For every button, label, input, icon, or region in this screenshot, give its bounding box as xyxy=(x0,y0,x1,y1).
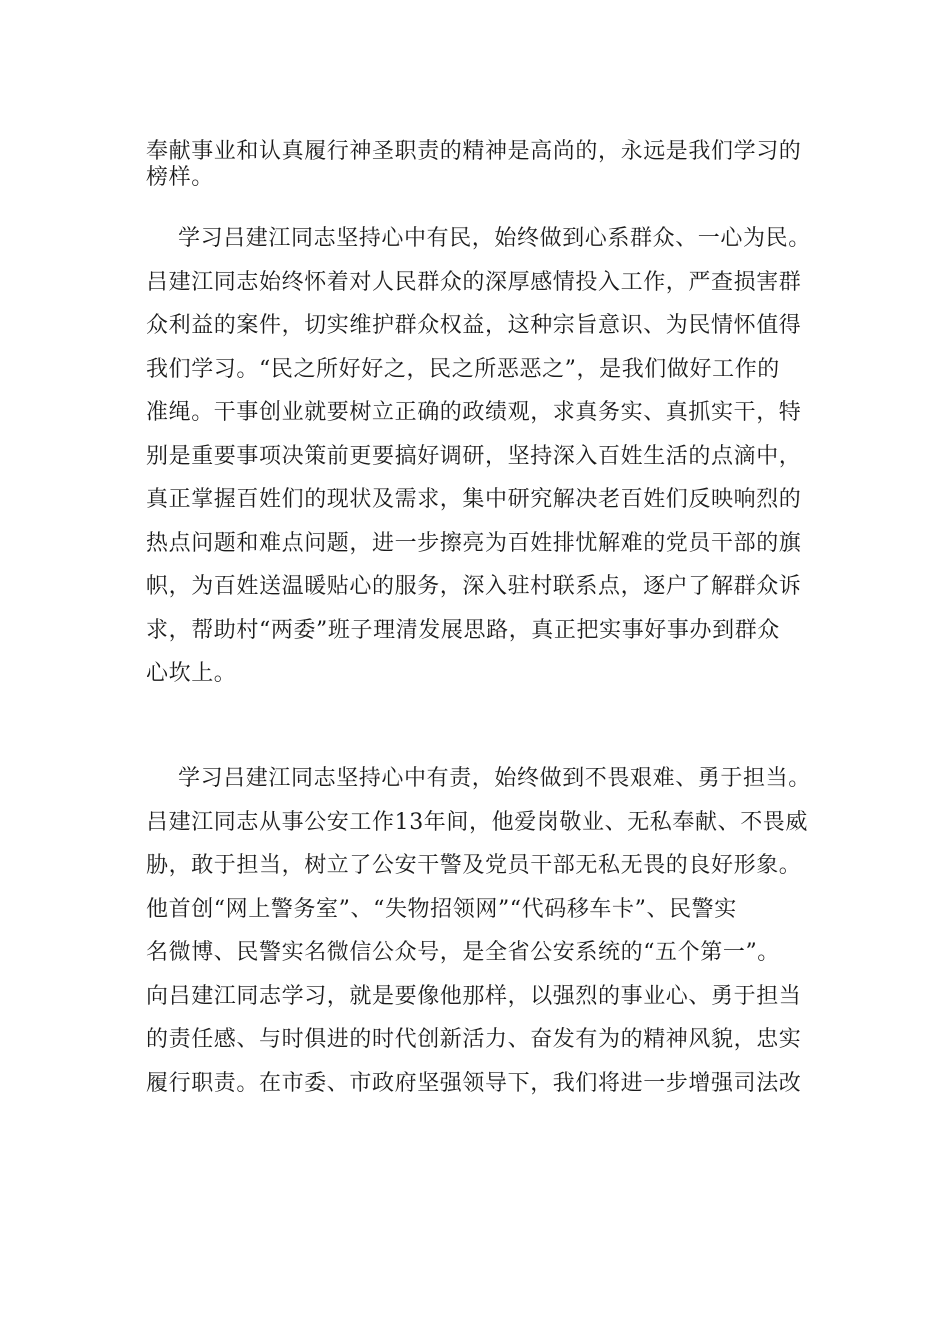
paragraph-2-line-7: 真正掌握百姓们的现状及需求，集中研究解决老百姓们反映响烈的 xyxy=(146,487,802,512)
paragraph-3-line-8: 履行职责。在市委、市政府坚强领导下，我们将进一步增强司法改 xyxy=(146,1071,802,1096)
paragraph-2-line-2: 吕建江同志始终怀着对人民群众的深厚感情投入工作，严查损害群 xyxy=(146,270,802,295)
paragraph-3-line-5: 名微博、民警实名微信公众号，是全省公安系统的“五个第一”。 xyxy=(146,940,780,965)
paragraph-2-line-11: 心坎上。 xyxy=(146,661,237,686)
paragraph-1-line-2: 榜样。 xyxy=(146,165,214,190)
paragraph-3-line-1: 学习吕建江同志坚持心中有责，始终做到不畏艰难、勇于担当。 xyxy=(178,766,811,791)
paragraph-3-line-2: 吕建江同志从事公安工作13年间，他爱岗敬业、无私奉献、不畏威 xyxy=(146,810,808,835)
paragraph-3-line-4: 他首创“网上警务室”、“失物招领网”“代码移车卡”、民警实 xyxy=(146,897,737,922)
paragraph-2-line-6: 别是重要事项决策前更要搞好调研，坚持深入百姓生活的点滴中， xyxy=(146,444,802,469)
paragraph-2-line-5: 准绳。干事创业就要树立正确的政绩观，求真务实、真抓实干，特 xyxy=(146,400,802,425)
paragraph-2-line-4: 我们学习。“民之所好好之，民之所恶恶之”，是我们做好工作的 xyxy=(146,357,780,382)
paragraph-3-line-7: 的责任感、与时俱进的时代创新活力、奋发有为的精神风貌，忠实 xyxy=(146,1027,802,1052)
paragraph-1-line-1: 奉献事业和认真履行神圣职责的精神是高尚的，永远是我们学习的 xyxy=(146,139,802,164)
paragraph-3-line-6: 向吕建江同志学习，就是要像他那样，以强烈的事业心、勇于担当 xyxy=(146,984,802,1009)
paragraph-2-line-1: 学习吕建江同志坚持心中有民，始终做到心系群众、一心为民。 xyxy=(178,226,811,251)
paragraph-2-line-3: 众利益的案件，切实维护群众权益，这种宗旨意识、为民情怀值得 xyxy=(146,313,802,338)
paragraph-2-line-8: 热点问题和难点问题，进一步擦亮为百姓排忧解难的党员干部的旗 xyxy=(146,531,802,556)
paragraph-2-line-9: 帜，为百姓送温暖贴心的服务，深入驻村联系点，逐户了解群众诉 xyxy=(146,574,802,599)
paragraph-2-line-10: 求，帮助村“两委”班子理清发展思路，真正把实事好事办到群众 xyxy=(146,618,780,643)
paragraph-3-line-3: 胁，敢于担当，树立了公安干警及党员干部无私无畏的良好形象。 xyxy=(146,853,802,878)
